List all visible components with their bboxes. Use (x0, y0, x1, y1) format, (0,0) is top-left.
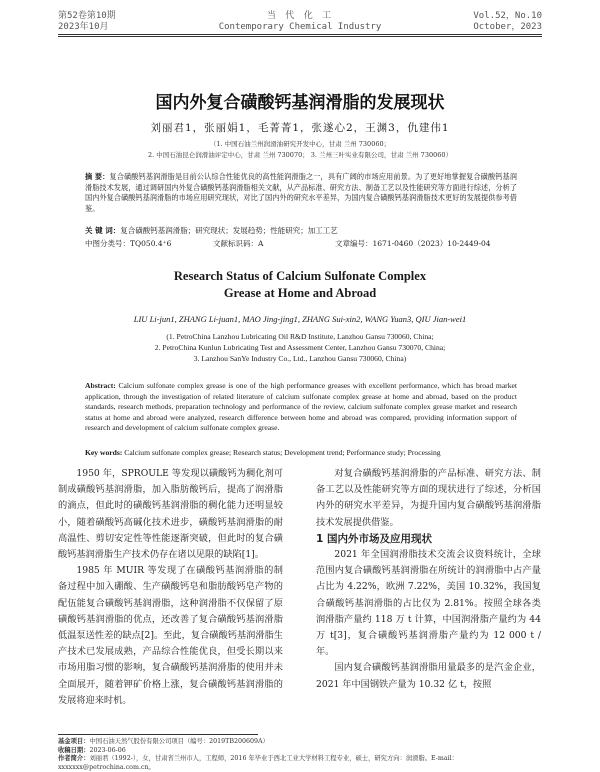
header-rule (58, 34, 542, 35)
body-paragraph: 1950 年，SPROULE 等发现以磺酸钙为稠化剂可制成磺酸钙基润滑脂，加入脂肪酸钙后，提高了润滑脂的滴点，但此时的磺酸钙基润滑脂的稠化能力还明显较小，随着磺酸钙高碱化技术进步，磺酸钙基润滑脂的耐高温性、剪切安定性等性能逐渐突破，但此时的复合磺酸钙基润滑脂生产技术仍存在诸以见限的缺陷[1]。 (58, 468, 283, 561)
keywords-cn (85, 225, 517, 236)
body-paragraph: 国内复合磺酸钙基润滑脂用量最多的是汽金企业，2021 年中国钢铁产量为 10.32 亿 t，按照 (316, 662, 541, 690)
affiliation-en-3: 3. Lanzhou SanYe Industry Co., Ltd., Lanzhou Gansu 730060, China) (193, 354, 407, 363)
document-code: 文献标识码：A (213, 239, 264, 248)
date-label: 2023年10月 (58, 22, 109, 32)
abstract-cn-label: 摘 要： (85, 172, 110, 181)
fund-label: 基金项目： (58, 738, 90, 745)
affiliation-en-2: 2. PetroChina Kunlun Lubricating Test and Assessment Center, Lanzhou Gansu 730070, China; (154, 343, 446, 352)
author-bio-label: 作者简介： (58, 755, 90, 763)
received-label: 收稿日期： (58, 746, 90, 754)
journal-title-cn: 当 代 化 工 (266, 11, 334, 21)
keywords-en-text: Calcium sulfonate complex grease; Research status; Development trend; Performance study; Processing (124, 448, 441, 457)
abstract-cn-text: 复合磺酸钙基润滑脂是目前公认综合性能优良的高性能润滑脂之一，具有广阔的市场应用前景。为了更好地掌握复合磺酸钙基润滑脂技术发展，通过调研国内外复合磺酸钙基润滑脂相关文献，从产品标准、研究方法、制备工艺以及性能研究等方面进行综述，分析了国内外复合磺酸钙基润滑脂的市场应用研究现状，对比了国内外的研究水平差异，为国内复合磺酸钙基润滑脂技术更好的发展提供参考借鉴。 (85, 172, 517, 213)
keywords-en (85, 448, 517, 457)
journal-title-en: Contemporary Chemical Industry (218, 22, 382, 32)
date-label-en: October，2023 (473, 22, 542, 32)
abstract-en (85, 381, 517, 434)
keywords-cn-text: 复合磺酸钙基润滑脂；研究现状；发展趋势；性能研究；加工工艺 (120, 226, 338, 235)
authors-cn: 刘丽君1，张丽娟1，毛菁菁1，张遂心2，王渊3，仇建伟1 (150, 122, 450, 134)
paper-title-en-line1: Research Status of Calcium Sulfonate Complex (173, 269, 427, 283)
abstract-cn (85, 172, 517, 214)
body-paragraph: 对复合磺酸钙基润滑脂的产品标准、研究方法、制备工艺以及性能研究等方面的现状进行了综述，分析国内外的研究水平差异，为提升国内复合磺酸钙基润滑脂技术发展提供借鉴。 (316, 468, 541, 528)
header-rule-thin (58, 36, 542, 37)
keywords-cn-label: 关 键 词： (85, 226, 121, 235)
footnote-rule (58, 734, 258, 735)
journal-issue-en (473, 11, 542, 33)
authors-en: LIU Li-jun1, ZHANG Li-juan1, MAO Jing-jing1, ZHANG Sui-xin2, WANG Yuan3, QIU Jian-wei1 (133, 314, 467, 324)
keywords-en-label: Key words: (85, 448, 123, 457)
body-column-right (316, 466, 541, 693)
article-number: 文章编号：1671-0460（2023）10-2449-04 (335, 239, 491, 248)
paper-title-en (0, 268, 600, 302)
body-column-left (58, 466, 283, 709)
paper-title-en-line2: Grease at Home and Abroad (223, 286, 377, 300)
abstract-en-text: Calcium sulfonate complex grease is one of the high performance greases with excellent performance, which has broad market application, through the investigation of related literature of calcium sulfonate complex grease at home and abroad, based on the product standards, research methods, preparation technology and performance of the review, calcium sulfonate complex grease market and research status at home and abroad were analyzed, research difference between home and abroad was compared, providing information support of research and development of calcium sulfonate complex grease. (85, 381, 517, 433)
author-bio: 刘丽君（1992-），女，甘肃省兰州市人，工程师，2016 年毕业于西北工业大学材料工程专业，硕士，研究方向：润滑脂。E-mail：xxxxxxx@petrochina.com.cn。 (58, 755, 458, 771)
body-paragraph: 2021 年全国润滑脂技术交流会议资料统计，全球范围内复合磺酸钙基润滑脂在所统计的润滑脂中占产量占比为 4.22%，欧洲 7.22%，美国 10.32%，我国复合磺酸钙基润滑脂的占比仅为 2.81%。按照全球各类润滑脂产量约 118 万 t 计算，中国润滑脂产量约为 44 万 t[3]，复合磺酸钙基润滑脂产量约为 12 000 t / 年。 (316, 549, 541, 658)
volume-label-en: Vol.52，No.10 (473, 11, 542, 21)
section-heading: 1 国内外市场及应用现状 (316, 532, 432, 545)
abstract-en-label: Abstract: (85, 381, 116, 390)
paper-title-cn: 国内外复合磺酸钙基润滑脂的发展现状 (155, 93, 445, 113)
affiliation-cn-2: 2. 中国石油昆仑润滑油评定中心，甘肃 兰州 730070； 3. 兰州三叶实业有限公司，甘肃 兰州 730060） (148, 151, 452, 159)
affiliation-en-1: (1. PetroChina Lanzhou Lubricating Oil R&D Institute, Lanzhou Gansu 730060, China; (166, 332, 434, 341)
affiliation-cn-1: （1. 中国石油兰州润滑油研究开发中心，甘肃 兰州 730060； (209, 140, 391, 148)
volume-label: 第52卷第10期 (58, 11, 116, 21)
clc-number: 中图分类号：TQ050.4⁺6 (85, 239, 172, 248)
page-header (0, 0, 600, 32)
footnote (58, 738, 542, 772)
fund-text: 中国石油天然气股份有限公司项目（编号：2019TB200609A） (89, 738, 269, 745)
body-paragraph: 1985 年 MUIR 等发现了在磺酸钙基润滑脂的制备过程中加入硼酸、生产磺酸钙皂和脂肪酸钙皂产物的配伍能复合磺酸钙基润滑脂，这种润滑脂不仅保留了原磺酸钙基润滑脂的优点，还改善了复合磺酸钙基润滑脂低温泵送性差的缺点[2]。至此，复合磺酸钙基润滑脂生产技术已发展成熟，产品综合性能优良，但受长期以来市场用脂习惯的影响，复合磺酸钙基润滑脂的使用并未全面展开，随着钾矿价格上涨，复合磺酸钙基润滑脂的发展将迎来时机。 (58, 565, 283, 706)
received-date: 2023-06-06 (89, 746, 126, 754)
